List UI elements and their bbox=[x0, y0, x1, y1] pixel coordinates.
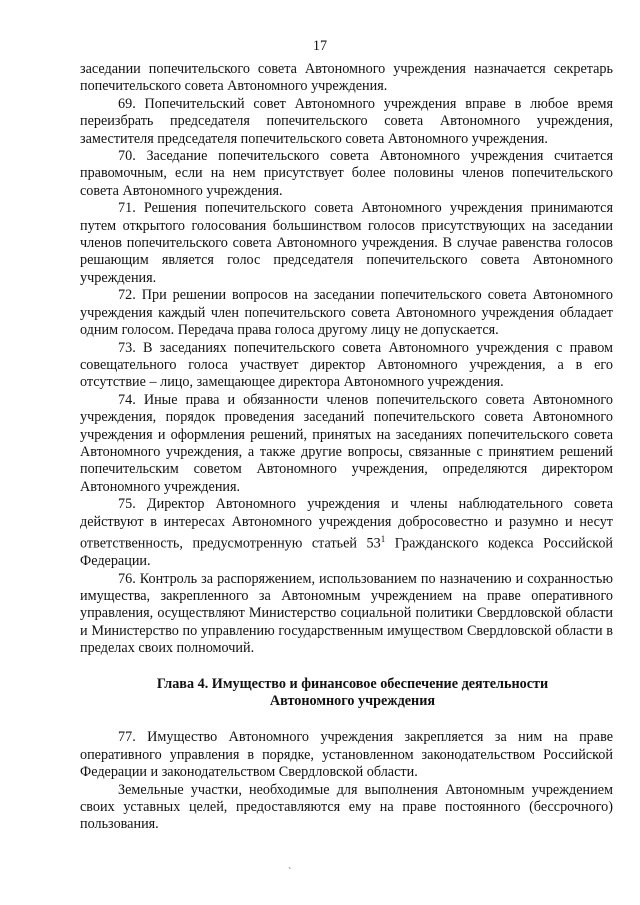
paragraph-continuation: заседании попечительского совета Автономного учреждения назначается секретарь попечительского совета Автономного учреждения. bbox=[80, 61, 613, 95]
paragraph-76: 76. Контроль за распоряжением, использованием по назначению и сохранностью имущества, закрепленного за Автономным учреждением на праве оперативного управления, осуществляют Министерство социальной политики Свердловской области и Министерство по управлению государственным имуществом Свердловской области в пределах своих полномочий. bbox=[80, 570, 613, 657]
paragraph-77: 77. Имущество Автономного учреждения закрепляется за ним на праве оперативного управления в порядке, установленном законодательством Российской Федерации и законодательством Свердловской области. bbox=[80, 729, 613, 781]
article-superscript: 1 bbox=[380, 533, 386, 544]
paragraph-70: 70. Заседание попечительского совета Автономного учреждения считается правомочным, если на нем присутствует более половины членов попечительского совета Автономного учреждения. bbox=[80, 148, 613, 199]
paragraph-75 bbox=[80, 496, 613, 570]
bottom-mark: ` bbox=[288, 867, 292, 878]
paragraph-75-text-start: 75. Директор Автономного учреждения и члены наблюдательного совета действуют в интересах Автономного учреждения добросовестно и разумно и несут ответственность, предусмотренную статьей 53 bbox=[80, 496, 613, 552]
paragraph-land-plots: Земельные участки, необходимые для выполнения Автономным учреждением своих уставных целей, предоставляются ему на праве постоянного (бессрочного) пользования. bbox=[80, 781, 613, 833]
paragraph-75-text-end: Гражданского кодекса Российской Федерации. bbox=[80, 535, 613, 570]
page-number: 17 bbox=[312, 38, 328, 54]
chapter-heading-line-2: Автономного учреждения bbox=[269, 692, 436, 709]
paragraph-74: 74. Иные права и обязанности членов попечительского совета Автономного учреждения, порядок проведения заседаний попечительского совета Автономного учреждения и оформления решений, принятых на заседаниях попечительского совета Автономного учреждения, а также другие вопросы, связанные с принятием решений попечительским советом Автономного учреждения, определяются директором Автономного учреждения. bbox=[80, 391, 613, 495]
chapter-heading-line-1: Глава 4. Имущество и финансовое обеспечение деятельности bbox=[156, 675, 549, 692]
paragraph-71: 71. Решения попечительского совета Автономного учреждения принимаются путем открытого голосования большинством голосов присутствующих на заседании членов попечительского совета Автономного учреждения. В случае равенства голосов решающим является голос председателя попечительского совета Автономного учреждения. bbox=[80, 200, 613, 286]
paragraph-69: 69. Попечительский совет Автономного учреждения вправе в любое время переизбрать председателя попечительского совета Автономного учреждения, заместителя председателя попечительского совета Автономного учреждения. bbox=[80, 95, 613, 147]
body-text bbox=[80, 61, 613, 834]
paragraph-72: 72. При решении вопросов на заседании попечительского совета Автономного учреждения каждый член попечительского совета Автономного учреждения обладает одним голосом. Передача права голоса другому лицу не допускается. bbox=[80, 287, 613, 339]
paragraph-73: 73. В заседаниях попечительского совета Автономного учреждения с правом совещательного голоса участвует директор Автономного учреждения, а в его отсутствие – лицо, замещающее директора Автономного учреждения. bbox=[80, 339, 613, 391]
